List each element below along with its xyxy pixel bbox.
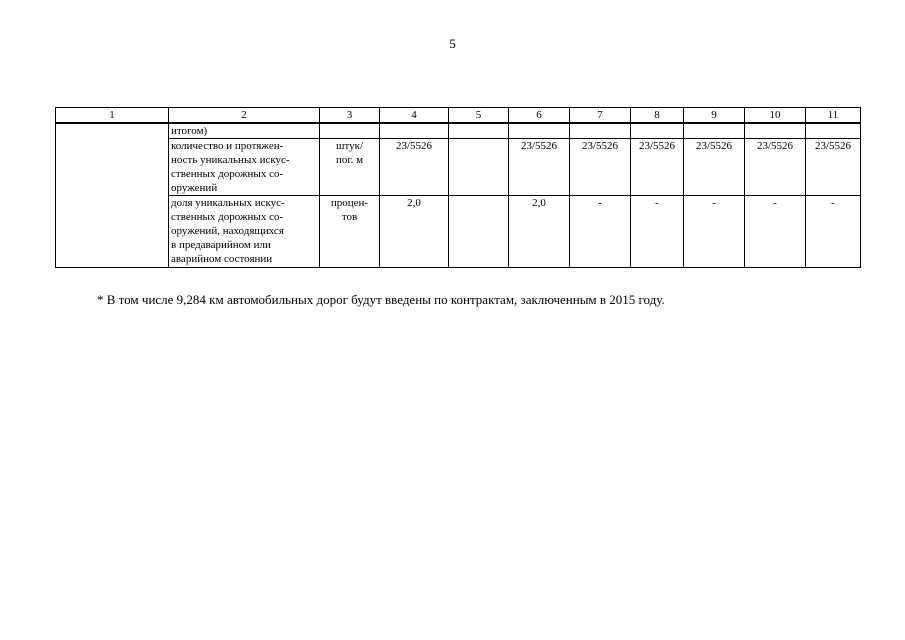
table-cell-unit: штук/ пог. м (320, 139, 380, 196)
column-header-4: 4 (380, 108, 449, 124)
data-table (55, 107, 861, 268)
table-cell-value (449, 196, 509, 268)
table-cell-col1 (56, 123, 169, 268)
table-cell-value (745, 123, 806, 139)
column-header-10: 10 (745, 108, 806, 124)
table-cell-value: 23/5526 (806, 139, 861, 196)
table-cell-value: - (570, 196, 631, 268)
table-cell-value: - (631, 196, 684, 268)
table-cell-value: - (684, 196, 745, 268)
table-cell-value: 23/5526 (380, 139, 449, 196)
table-cell-description: итогом) (169, 123, 320, 139)
column-header-8: 8 (631, 108, 684, 124)
table-cell-value: 23/5526 (745, 139, 806, 196)
column-header-9: 9 (684, 108, 745, 124)
table-cell-value (449, 139, 509, 196)
table-row (56, 196, 861, 268)
table-cell-value (684, 123, 745, 139)
table-cell-value: 2,0 (509, 196, 570, 268)
table-cell-unit: процен- тов (320, 196, 380, 268)
table-cell-value: 23/5526 (684, 139, 745, 196)
table-cell-value (449, 123, 509, 139)
table-cell-value: 23/5526 (631, 139, 684, 196)
column-header-5: 5 (449, 108, 509, 124)
column-header-3: 3 (320, 108, 380, 124)
table-cell-value: 23/5526 (509, 139, 570, 196)
table-cell-value: 2,0 (380, 196, 449, 268)
table-cell-value (380, 123, 449, 139)
footnote: * В том числе 9,284 км автомобильных дорог будут введены по контрактам, заключенным в 2015 году. (97, 292, 665, 307)
page-number: 5 (449, 36, 456, 51)
table-cell-value (806, 123, 861, 139)
column-header-2: 2 (169, 108, 320, 124)
table-cell-value: 23/5526 (570, 139, 631, 196)
column-header-7: 7 (570, 108, 631, 124)
table-cell-value: - (806, 196, 861, 268)
table-cell-value (570, 123, 631, 139)
table-cell-unit (320, 123, 380, 139)
table-cell-value (631, 123, 684, 139)
table-cell-value: - (745, 196, 806, 268)
table-cell-description: доля уникальных искус- ственных дорожных со- оружений, находящихся в предаварийном или аварийном состоянии (169, 196, 320, 268)
header-row (56, 108, 861, 124)
column-header-6: 6 (509, 108, 570, 124)
table-row (56, 123, 861, 139)
table-cell-value (509, 123, 570, 139)
table-row (56, 139, 861, 196)
column-header-11: 11 (806, 108, 861, 124)
column-header-1: 1 (56, 108, 169, 124)
table-cell-description: количество и протяжен- ность уникальных искус- ственных дорожных со- оружений (169, 139, 320, 196)
